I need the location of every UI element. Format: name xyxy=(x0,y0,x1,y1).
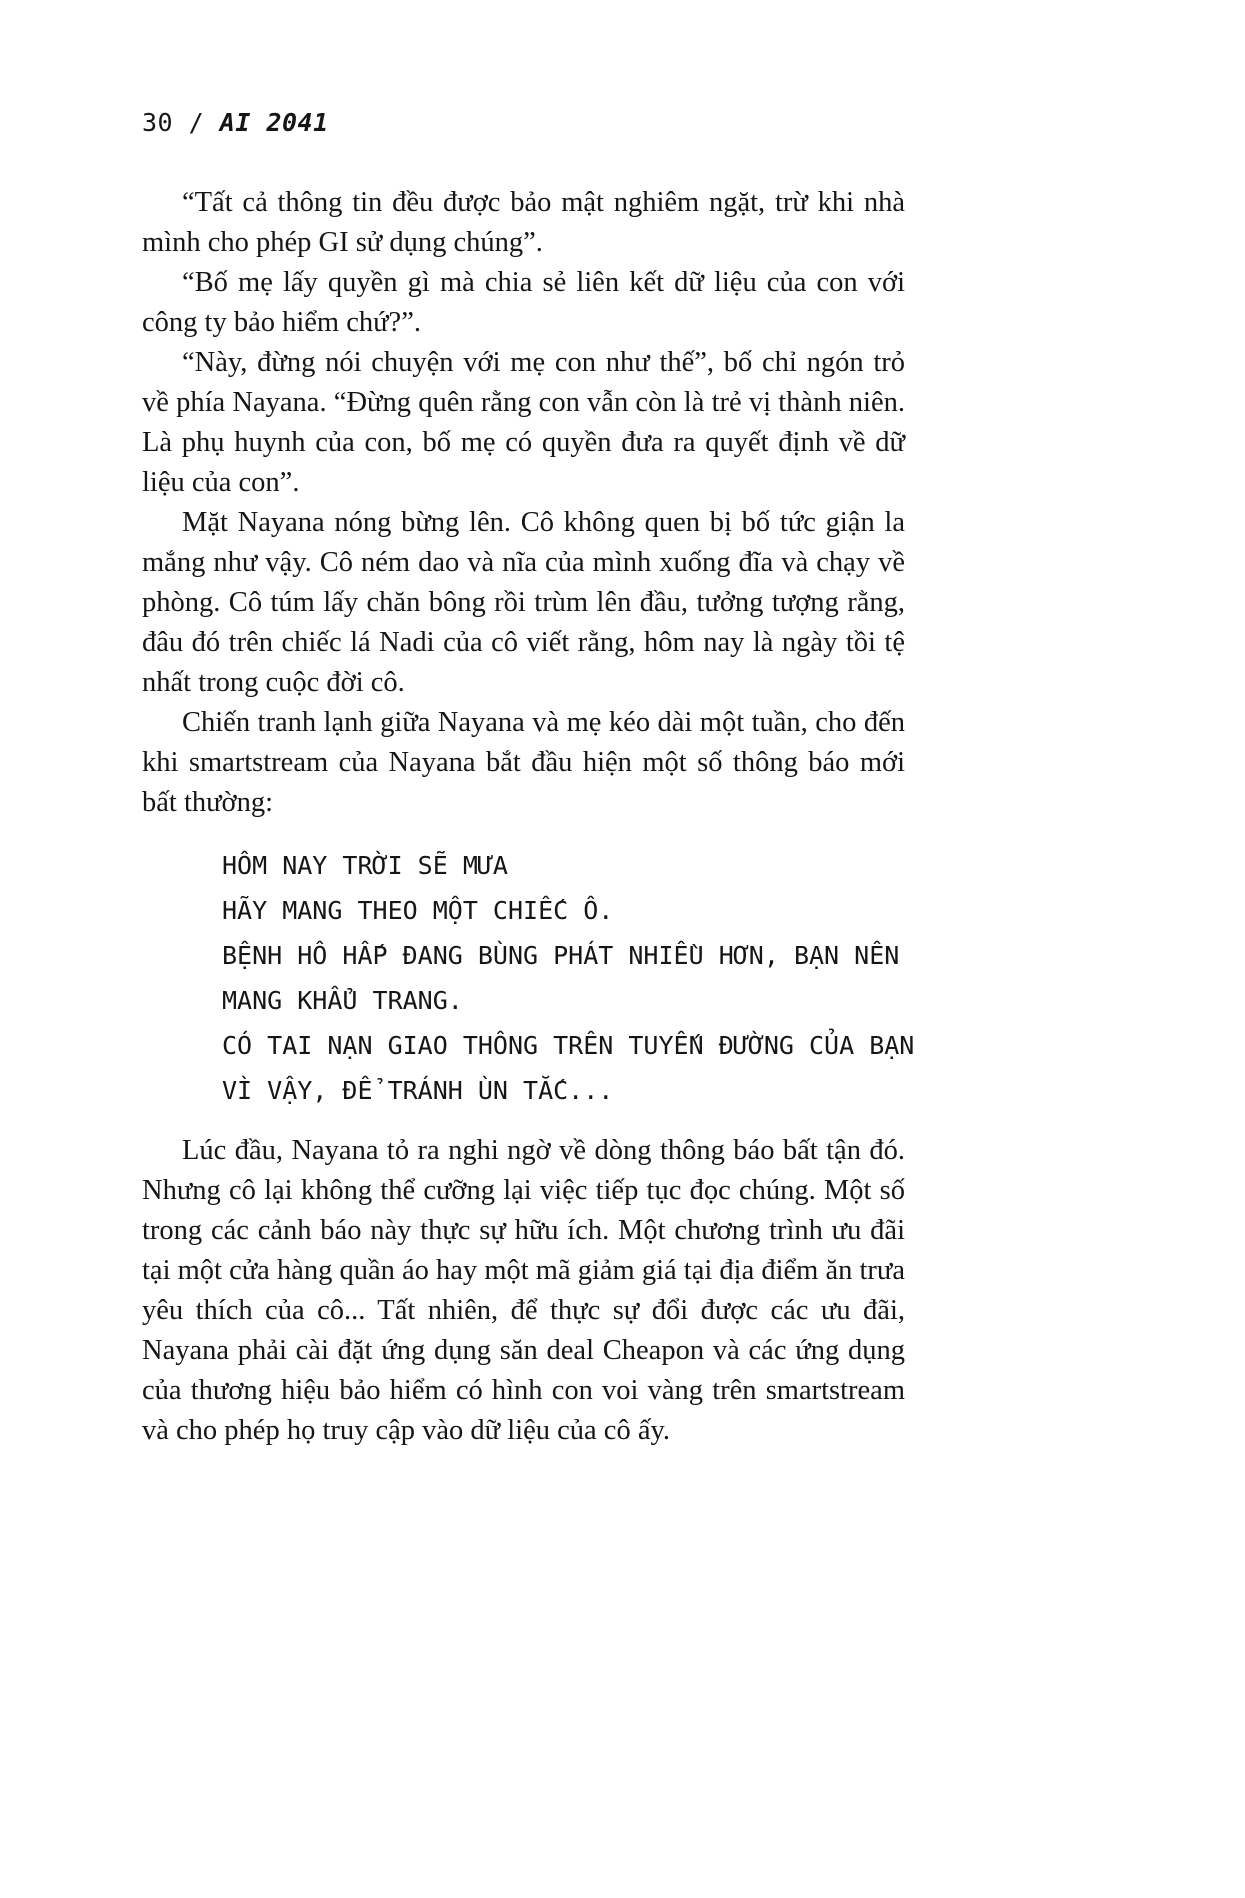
notification-block xyxy=(222,843,915,1113)
header-separator: / xyxy=(188,108,205,137)
notification-line: HÔM NAY TRỜI SẼ MƯA xyxy=(222,851,508,880)
notification-line: MANG KHẨU TRANG. xyxy=(222,986,463,1015)
paragraph: Lúc đầu, Nayana tỏ ra nghi ngờ về dòng thông báo bất tận đó. Nhưng cô lại không thể cưỡng lại việc tiếp tục đọc chúng. Một số trong các cảnh báo này thực sự hữu ích. Một chương trình ưu đãi tại một cửa hàng quần áo hay một mã giảm giá tại địa điểm ăn trưa yêu thích của cô... Tất nhiên, để thực sự đổi được các ưu đãi, Nayana phải cài đặt ứng dụng săn deal Cheapon và các ứng dụng của thương hiệu bảo hiểm có hình con voi vàng trên smartstream và cho phép họ truy cập vào dữ liệu của cô ấy. xyxy=(142,1135,905,1446)
paragraph: “Này, đừng nói chuyện với mẹ con như thế”, bố chỉ ngón trỏ về phía Nayana. “Đừng quên rằng con vẫn còn là trẻ vị thành niên. Là phụ huynh của con, bố mẹ có quyền đưa ra quyết định về dữ liệu của con”. xyxy=(142,347,905,498)
notification-line: BỆNH HÔ HẤP ĐANG BÙNG PHÁT NHIỀU HƠN, BẠN NÊN xyxy=(222,941,900,970)
paragraph: “Bố mẹ lấy quyền gì mà chia sẻ liên kết dữ liệu của con với công ty bảo hiểm chứ?”. xyxy=(142,267,905,338)
paragraph: Chiến tranh lạnh giữa Nayana và mẹ kéo dài một tuần, cho đến khi smartstream của Nayana bắt đầu hiện một số thông báo mới bất thường: xyxy=(142,707,905,818)
page-header xyxy=(142,108,905,137)
notification-line: VÌ VẬY, ĐỂ TRÁNH ÙN TẮC... xyxy=(222,1076,614,1105)
notification-line: CÓ TAI NẠN GIAO THÔNG TRÊN TUYẾN ĐƯỜNG CỦA BẠN xyxy=(222,1031,915,1060)
book-title: AI 2041 xyxy=(219,108,329,137)
paragraph: Mặt Nayana nóng bừng lên. Cô không quen bị bố tức giận la mắng như vậy. Cô ném dao và nĩa của mình xuống đĩa và chạy về phòng. Cô túm lấy chăn bông rồi trùm lên đầu, tưởng tượng rằng, đâu đó trên chiếc lá Nadi của cô viết rằng, hôm nay là ngày tồi tệ nhất trong cuộc đời cô. xyxy=(142,507,905,698)
page-number: 30 xyxy=(142,108,174,137)
notification-line: HÃY MANG THEO MỘT CHIẾC Ô. xyxy=(222,896,614,925)
page-body xyxy=(142,183,915,1451)
paragraph: “Tất cả thông tin đều được bảo mật nghiêm ngặt, trừ khi nhà mình cho phép GI sử dụng chúng”. xyxy=(142,187,905,258)
